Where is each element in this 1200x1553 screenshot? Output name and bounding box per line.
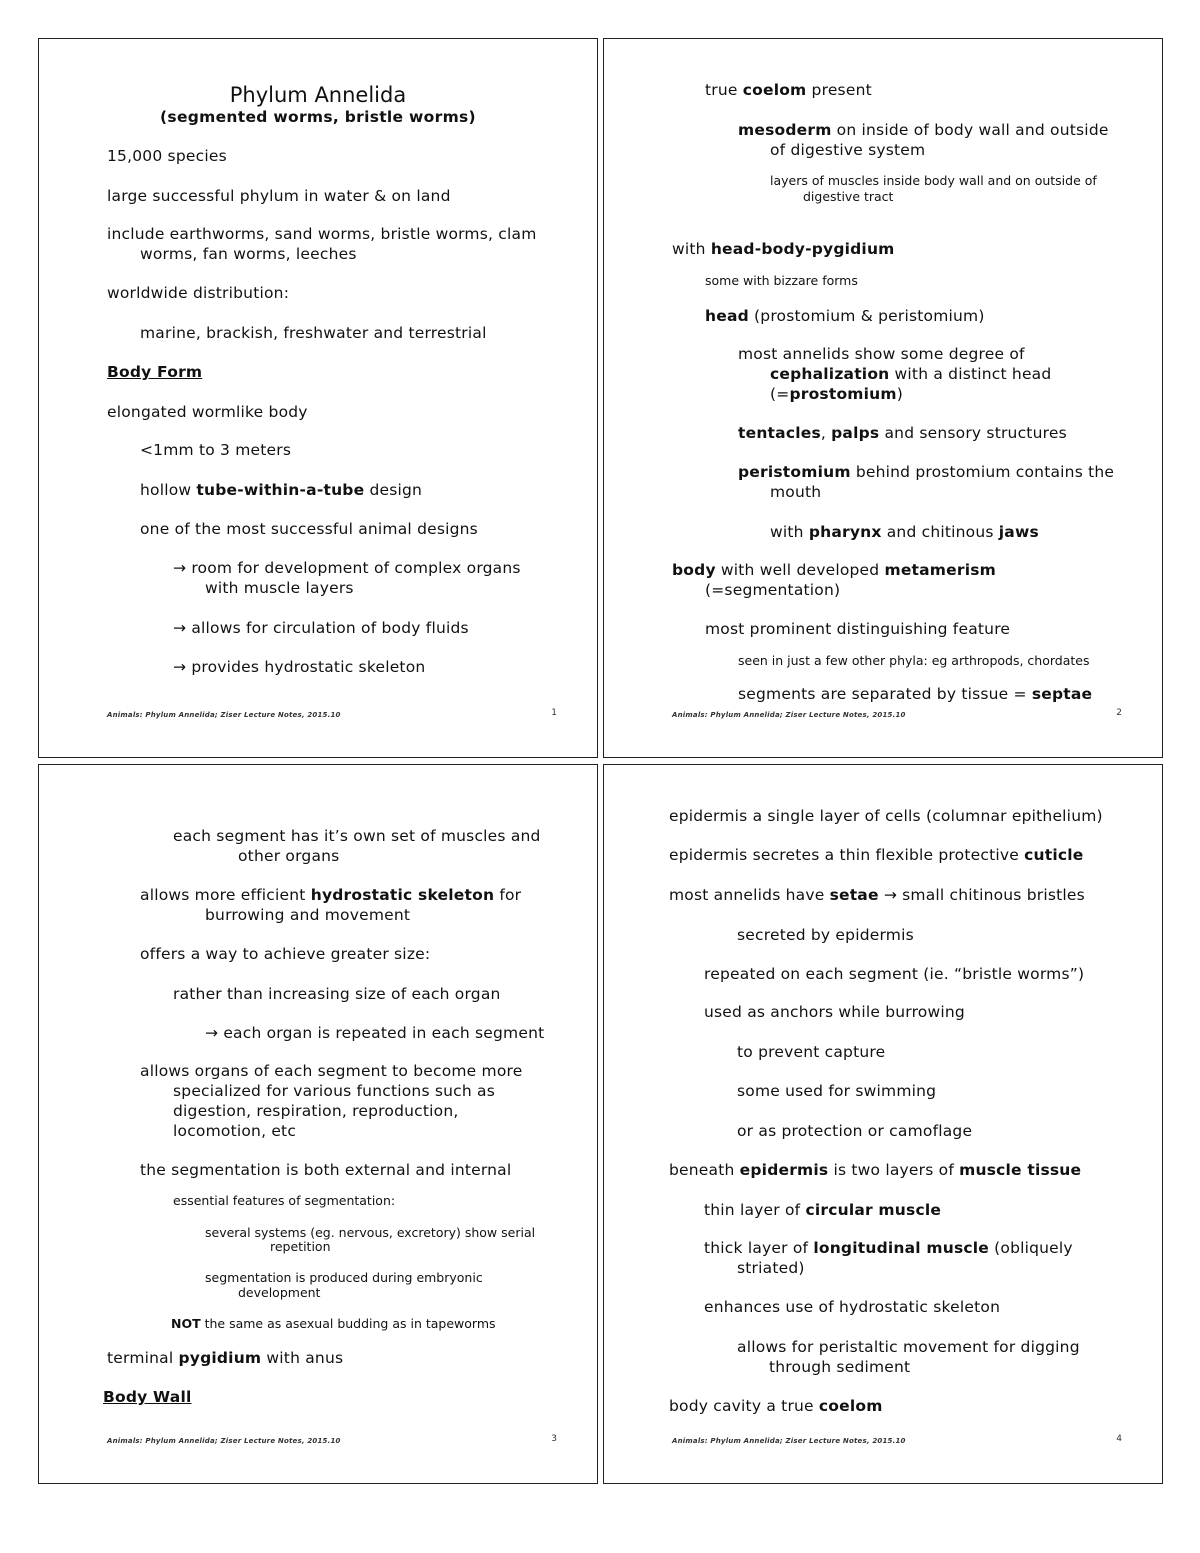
- text-line: worms, fan worms, leeches: [140, 245, 357, 263]
- text-line: body cavity a true coelom: [669, 1397, 883, 1415]
- text-line: terminal pygidium with anus: [107, 1349, 344, 1367]
- text-line: mouth: [770, 483, 822, 501]
- slide-4: [603, 764, 1163, 1484]
- text-line: true coelom present: [705, 81, 872, 99]
- text-line: offers a way to achieve greater size:: [140, 945, 431, 963]
- text-line: secreted by epidermis: [737, 926, 914, 944]
- text-line: → provides hydrostatic skeleton: [173, 658, 426, 676]
- slide-2: [603, 38, 1163, 758]
- text-line: mesoderm on inside of body wall and outside: [738, 121, 1109, 139]
- section-heading: Body Wall: [103, 1388, 192, 1406]
- text-line: (=prostomium): [770, 385, 904, 403]
- text-line: body with well developed metamerism: [672, 561, 996, 579]
- text-line: to prevent capture: [737, 1043, 886, 1061]
- text-line: beneath epidermis is two layers of muscle tissue: [669, 1161, 1082, 1179]
- text-line: 15,000 species: [107, 147, 227, 165]
- text-line: → each organ is repeated in each segment: [205, 1024, 545, 1042]
- text-line: some used for swimming: [737, 1082, 937, 1100]
- text-line: digestive tract: [803, 189, 894, 204]
- footer-text: Animals: Phylum Annelida; Ziser Lecture Notes, 2015.10: [107, 1437, 341, 1445]
- text-line: most prominent distinguishing feature: [705, 620, 1011, 638]
- text-line: essential features of segmentation:: [173, 1193, 396, 1208]
- footer-text: Animals: Phylum Annelida; Ziser Lecture Notes, 2015.10: [107, 711, 341, 719]
- section-heading: Body Form: [107, 363, 203, 381]
- text-line: hollow tube-within-a-tube design: [140, 481, 423, 499]
- text-line: → allows for circulation of body fluids: [173, 619, 469, 637]
- text-line: large successful phylum in water & on land: [107, 187, 451, 205]
- text-line: include earthworms, sand worms, bristle worms, clam: [107, 225, 537, 243]
- text-line: epidermis a single layer of cells (columnar epithelium): [669, 807, 1103, 825]
- text-line: burrowing and movement: [205, 906, 411, 924]
- text-line: thin layer of circular muscle: [704, 1201, 942, 1219]
- text-line: (=segmentation): [705, 581, 841, 599]
- text-line: with head-body-pygidium: [672, 240, 895, 258]
- text-line: most annelids have setae → small chitinous bristles: [669, 886, 1085, 904]
- text-line: locomotion, etc: [173, 1122, 297, 1140]
- text-line: one of the most successful animal designs: [140, 520, 478, 538]
- text-line: tentacles, palps and sensory structures: [738, 424, 1067, 442]
- text-line: the segmentation is both external and internal: [140, 1161, 512, 1179]
- text-line: allows organs of each segment to become more: [140, 1062, 523, 1080]
- slide-3: [38, 764, 598, 1484]
- text-line: segmentation is produced during embryonic: [205, 1270, 483, 1285]
- text-line: NOT the same as asexual budding as in tapeworms: [171, 1316, 496, 1331]
- page-number: 1: [551, 708, 557, 718]
- text-line: seen in just a few other phyla: eg arthropods, chordates: [738, 653, 1090, 668]
- page-number: 2: [1116, 708, 1122, 718]
- text-line: allows more efficient hydrostatic skeleton for: [140, 886, 522, 904]
- text-line: or as protection or camoflage: [737, 1122, 973, 1140]
- page-number: 3: [551, 1434, 557, 1444]
- text-line: used as anchors while burrowing: [704, 1003, 965, 1021]
- text-line: head (prostomium & peristomium): [705, 307, 985, 325]
- text-line: layers of muscles inside body wall and on outside of: [770, 173, 1097, 188]
- text-line: with muscle layers: [205, 579, 354, 597]
- page-title: Phylum Annelida: [229, 83, 407, 107]
- slide-1: [38, 38, 598, 758]
- text-line: development: [238, 1285, 321, 1300]
- text-line: allows for peristaltic movement for digging: [737, 1338, 1080, 1356]
- text-line: through sediment: [769, 1358, 911, 1376]
- footer-text: Animals: Phylum Annelida; Ziser Lecture Notes, 2015.10: [672, 1437, 906, 1445]
- text-line: striated): [737, 1259, 805, 1277]
- text-line: segments are separated by tissue = septae: [738, 685, 1093, 703]
- text-line: other organs: [238, 847, 340, 865]
- text-line: specialized for various functions such as: [173, 1082, 495, 1100]
- text-line: → room for development of complex organs: [173, 559, 521, 577]
- text-line: <1mm to 3 meters: [140, 441, 292, 459]
- text-line: peristomium behind prostomium contains the: [738, 463, 1115, 481]
- text-line: marine, brackish, freshwater and terrestrial: [140, 324, 487, 342]
- text-line: enhances use of hydrostatic skeleton: [704, 1298, 1001, 1316]
- text-line: digestion, respiration, reproduction,: [173, 1102, 459, 1120]
- text-line: thick layer of longitudinal muscle (obliquely: [704, 1239, 1073, 1257]
- footer-text: Animals: Phylum Annelida; Ziser Lecture Notes, 2015.10: [672, 711, 906, 719]
- text-line: epidermis secretes a thin flexible protective cuticle: [669, 846, 1084, 864]
- text-line: repeated on each segment (ie. “bristle worms”): [704, 965, 1085, 983]
- page-subtitle: (segmented worms, bristle worms): [160, 108, 476, 126]
- text-line: worldwide distribution:: [107, 284, 290, 302]
- text-line: of digestive system: [770, 141, 926, 159]
- text-line: rather than increasing size of each organ: [173, 985, 501, 1003]
- text-line: with pharynx and chitinous jaws: [770, 523, 1039, 541]
- text-line: several systems (eg. nervous, excretory) show serial: [205, 1225, 536, 1240]
- text-line: each segment has it’s own set of muscles and: [173, 827, 541, 845]
- text-line: repetition: [270, 1239, 331, 1254]
- text-line: elongated wormlike body: [107, 403, 308, 421]
- text-line: most annelids show some degree of: [738, 345, 1025, 363]
- text-line: cephalization with a distinct head: [770, 365, 1052, 383]
- text-line: some with bizzare forms: [705, 273, 858, 288]
- page-number: 4: [1116, 1434, 1122, 1444]
